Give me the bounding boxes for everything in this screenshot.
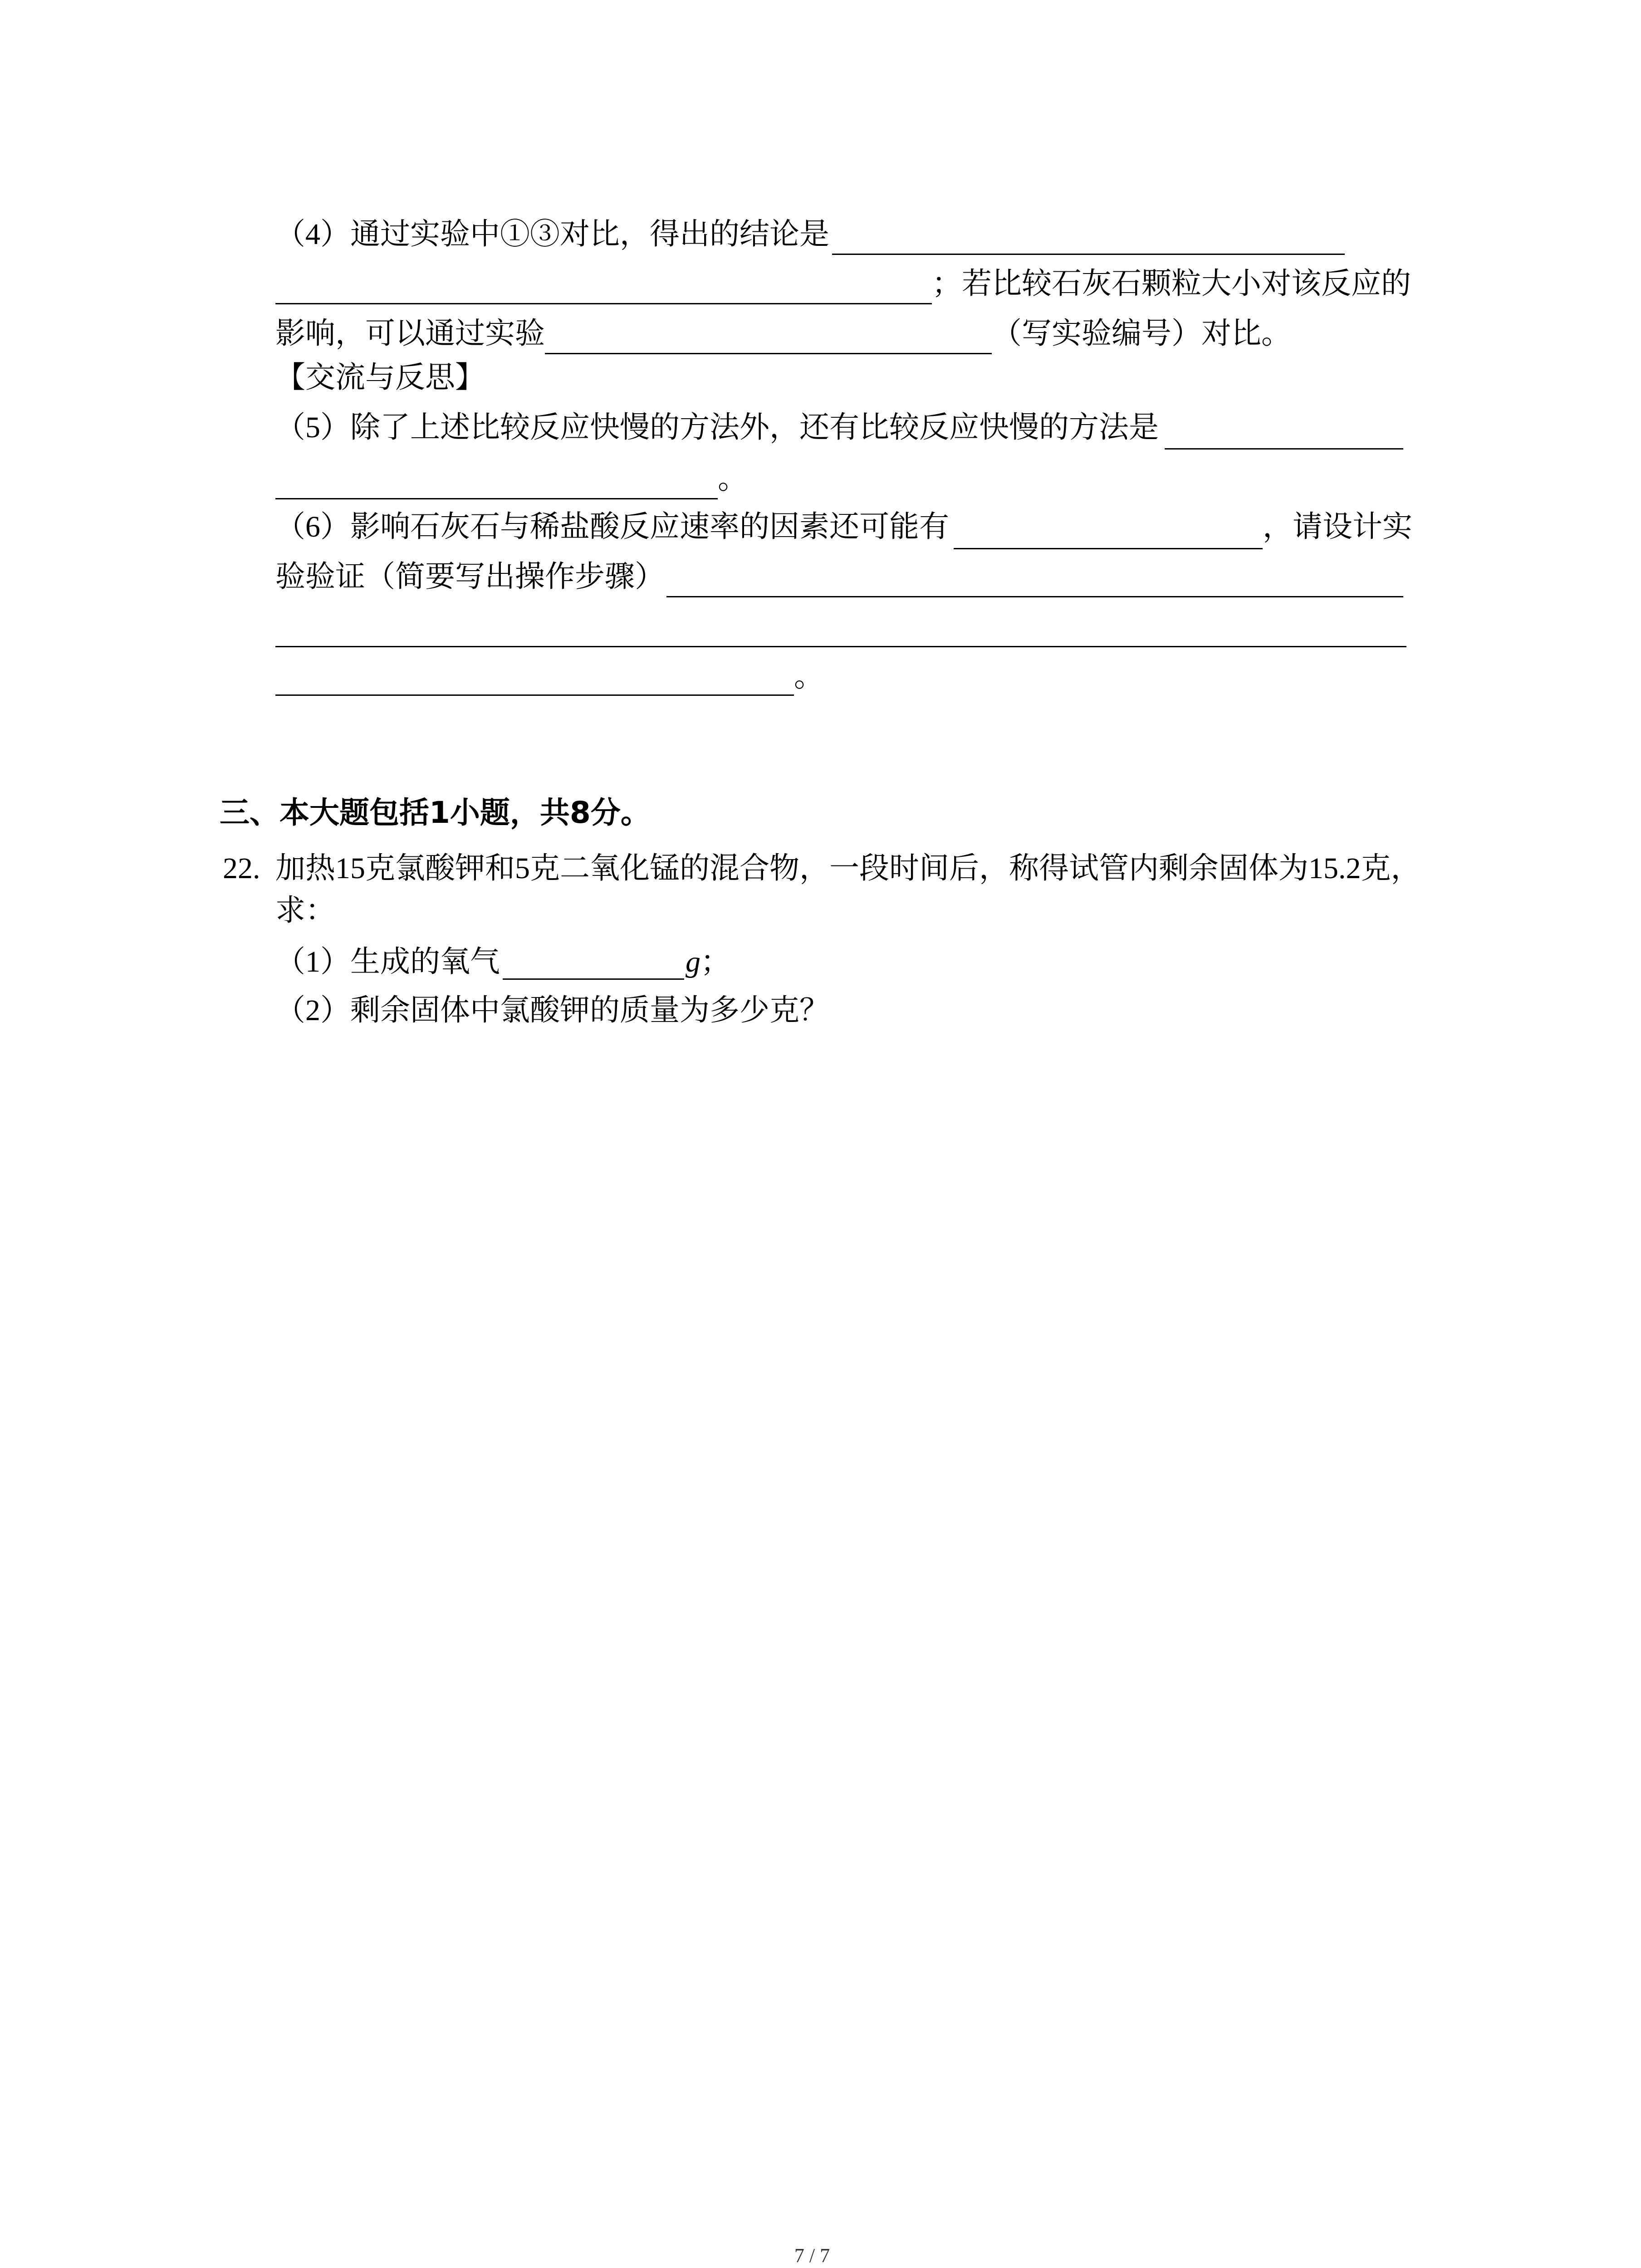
q6-prompt-line2: 验验证（简要写出操作步骤） (275, 560, 665, 593)
q5-prompt-line1: （5）除了上述比较反应快慢的方法外，还有比较反应快慢的方法是 (275, 411, 1159, 444)
q4-conclusion-blank-part2 (275, 303, 932, 304)
q5-method-blank-part1 (1165, 448, 1403, 450)
q22-stem-line1: 加热15克氯酸钾和5克二氧化锰的混合物，一段时间后，称得试管内剩余固体为15.2克， (275, 852, 1421, 885)
q22-number: 22. (223, 852, 260, 885)
q6-factor-blank (954, 548, 1263, 549)
q6-prompt-line1-end: ，请设计实 (1263, 510, 1412, 543)
q22-oxygen-mass-blank (503, 978, 684, 980)
q5-method-blank-part2 (275, 498, 718, 499)
q4-prompt-line2: ；若比较石灰石颗粒大小对该反应的 (932, 267, 1411, 300)
q22-sub1-unit-group (686, 947, 730, 977)
q6-procedure-blank-part1 (666, 596, 1403, 597)
section-3-heading: 三、本大题包括1小题，共8分。 (220, 795, 651, 830)
q22-sub2-prompt: （2）剩余固体中氯酸钾的质量为多少克？ (275, 994, 829, 1027)
q22-stem-line2: 求： (275, 894, 335, 927)
page-number: 7 / 7 (794, 2244, 830, 2267)
q4-conclusion-blank-part1 (832, 254, 1345, 255)
q6-end-punctuation: 。 (794, 660, 824, 693)
q6-procedure-blank-part2 (275, 646, 1406, 647)
q4-prompt-line3-start: 影响，可以通过实验 (275, 317, 545, 350)
q6-prompt-line1-start: （6）影响石灰石与稀盐酸反应速率的因素还可能有 (275, 510, 949, 543)
q5-end-punctuation: 。 (718, 462, 748, 495)
q22-sub1-unit: g (686, 945, 700, 978)
reflection-heading: 【交流与反思】 (275, 361, 485, 394)
q6-procedure-blank-part3 (275, 694, 794, 696)
q4-experiment-number-blank (545, 353, 992, 354)
q22-sub1-prompt: （1）生成的氧气 (275, 945, 500, 978)
q22-sub1-punctuation: ； (700, 945, 730, 978)
q4-prompt-line3-end: （写实验编号）对比。 (992, 317, 1291, 350)
q4-prompt-line1: （4）通过实验中①③对比，得出的结论是 (275, 218, 829, 251)
